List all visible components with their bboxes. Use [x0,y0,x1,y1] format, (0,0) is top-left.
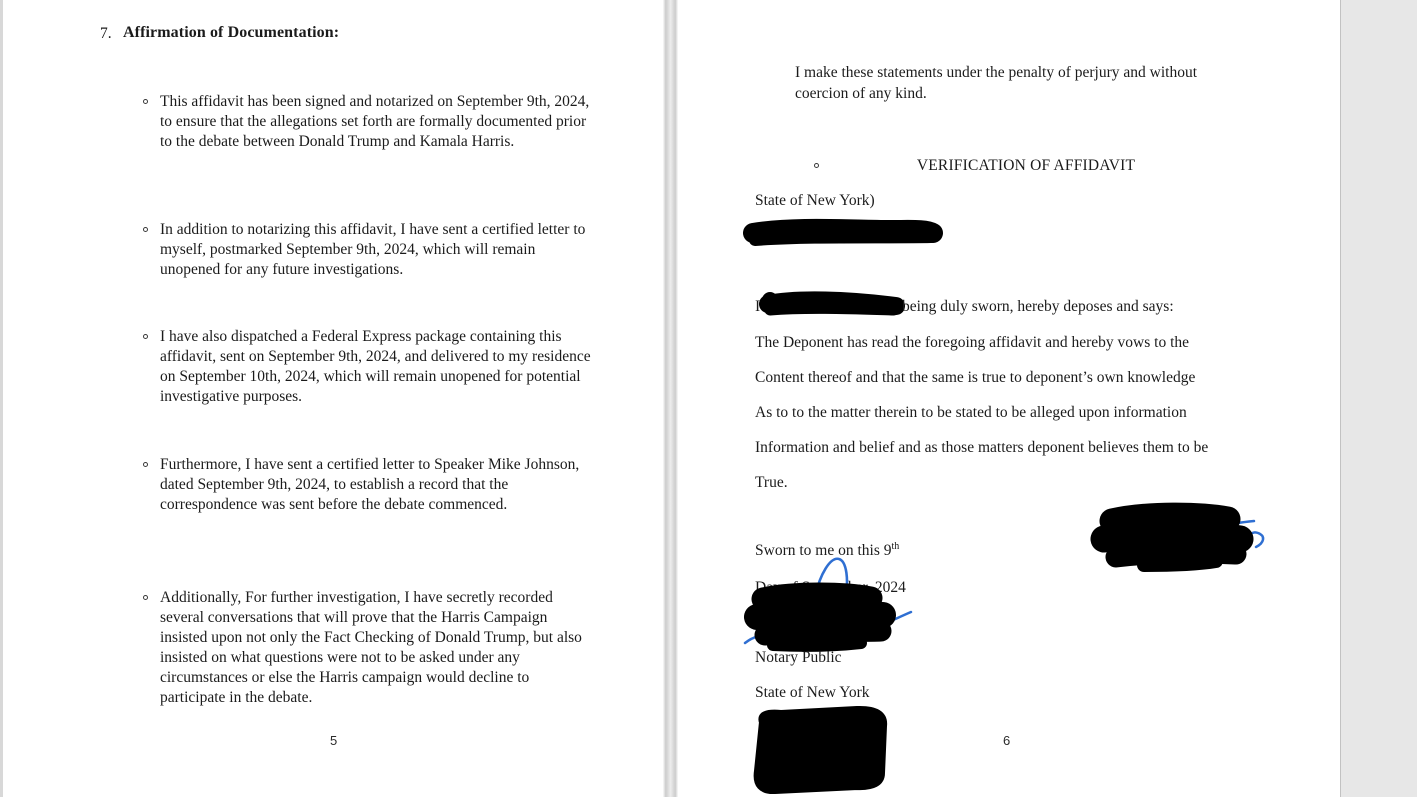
name-redaction [758,288,906,324]
bullet-item: In addition to notarizing this affidavit, I have sent a certified letter to myself, postmarked September 9th, 2024, which will remain unopened for any future investigations. [160,221,586,278]
verification-body-line: Information and belief and as those matters deponent believes them to be [755,439,1209,456]
bullet-item: Furthermore, I have sent a certified letter to Speaker Mike Johnson, dated September 9th, 2024, to establish a record that the correspondence was sent before the debate commenced. [160,456,580,513]
perjury-line: coercion of any kind. [795,85,927,102]
deponent-line-suffix: being duly sworn, hereby deposes and says: [902,298,1174,315]
bullet-circle-icon [814,163,819,168]
signature-redaction [1088,503,1270,581]
section-number: 7. [100,25,112,42]
perjury-statement [795,62,1265,104]
notary-public-label: Notary Public [755,649,842,666]
page-6 [678,0,1340,797]
section-heading: Affirmation of Documentation: [123,24,340,41]
bullet-circle-icon [143,227,148,232]
viewer-right-gutter [1340,0,1417,797]
redaction-bar [741,216,945,252]
bullet-item: This affidavit has been signed and notarized on September 9th, 2024, to ensure that the allegations set forth are formally documented prior to the debate between Donald Trump and Kamala Harris. [160,93,590,150]
sworn-line: Sworn to me on this 9th [755,540,900,559]
page-5 [3,0,663,797]
ordinal-superscript: th [891,540,900,552]
deponent-line-prefix: I [755,298,761,315]
verification-body-line: As to to the matter therein to be stated to be alleged upon information [755,404,1187,421]
page-number: 5 [330,733,338,748]
state-label: State of New York [755,684,870,701]
stamp-redaction [745,706,895,797]
state-of-new-york-line: State of New York) [755,192,875,209]
day-line: Day of September, 2024 [755,579,906,596]
page-number: 6 [1003,733,1011,748]
verification-body-line: True. [755,474,788,491]
page-gap-divider [663,0,678,797]
notary-signature-redaction [743,583,918,658]
bullet-item: Additionally, For further investigation, I have secretly recorded several conversations that will prove that the Harris Campaign insisted upon not only the Fact Checking of Donald Trump, but also insisted on what questions were not to be asked under any circumstances or else the Harris campaign would decline to participate in the debate. [160,589,582,706]
verification-body-line: Content thereof and that the same is true to deponent’s own knowledge [755,369,1196,386]
bullet-circle-icon [143,462,148,467]
verification-body-line: The Deponent has read the foregoing affidavit and hereby vows to the [755,334,1189,351]
bullet-item: I have also dispatched a Federal Express package containing this affidavit, sent on September 9th, 2024, and delivered to my residence on September 10th, 2024, which will remain unopened for potential investigative purposes. [160,328,591,405]
perjury-line: I make these statements under the penalty of perjury and without [795,64,1198,81]
bullet-circle-icon [143,99,148,104]
verification-title: VERIFICATION OF AFFIDAVIT [916,157,1136,174]
bullet-circle-icon [143,334,148,339]
bullet-circle-icon [143,595,148,600]
